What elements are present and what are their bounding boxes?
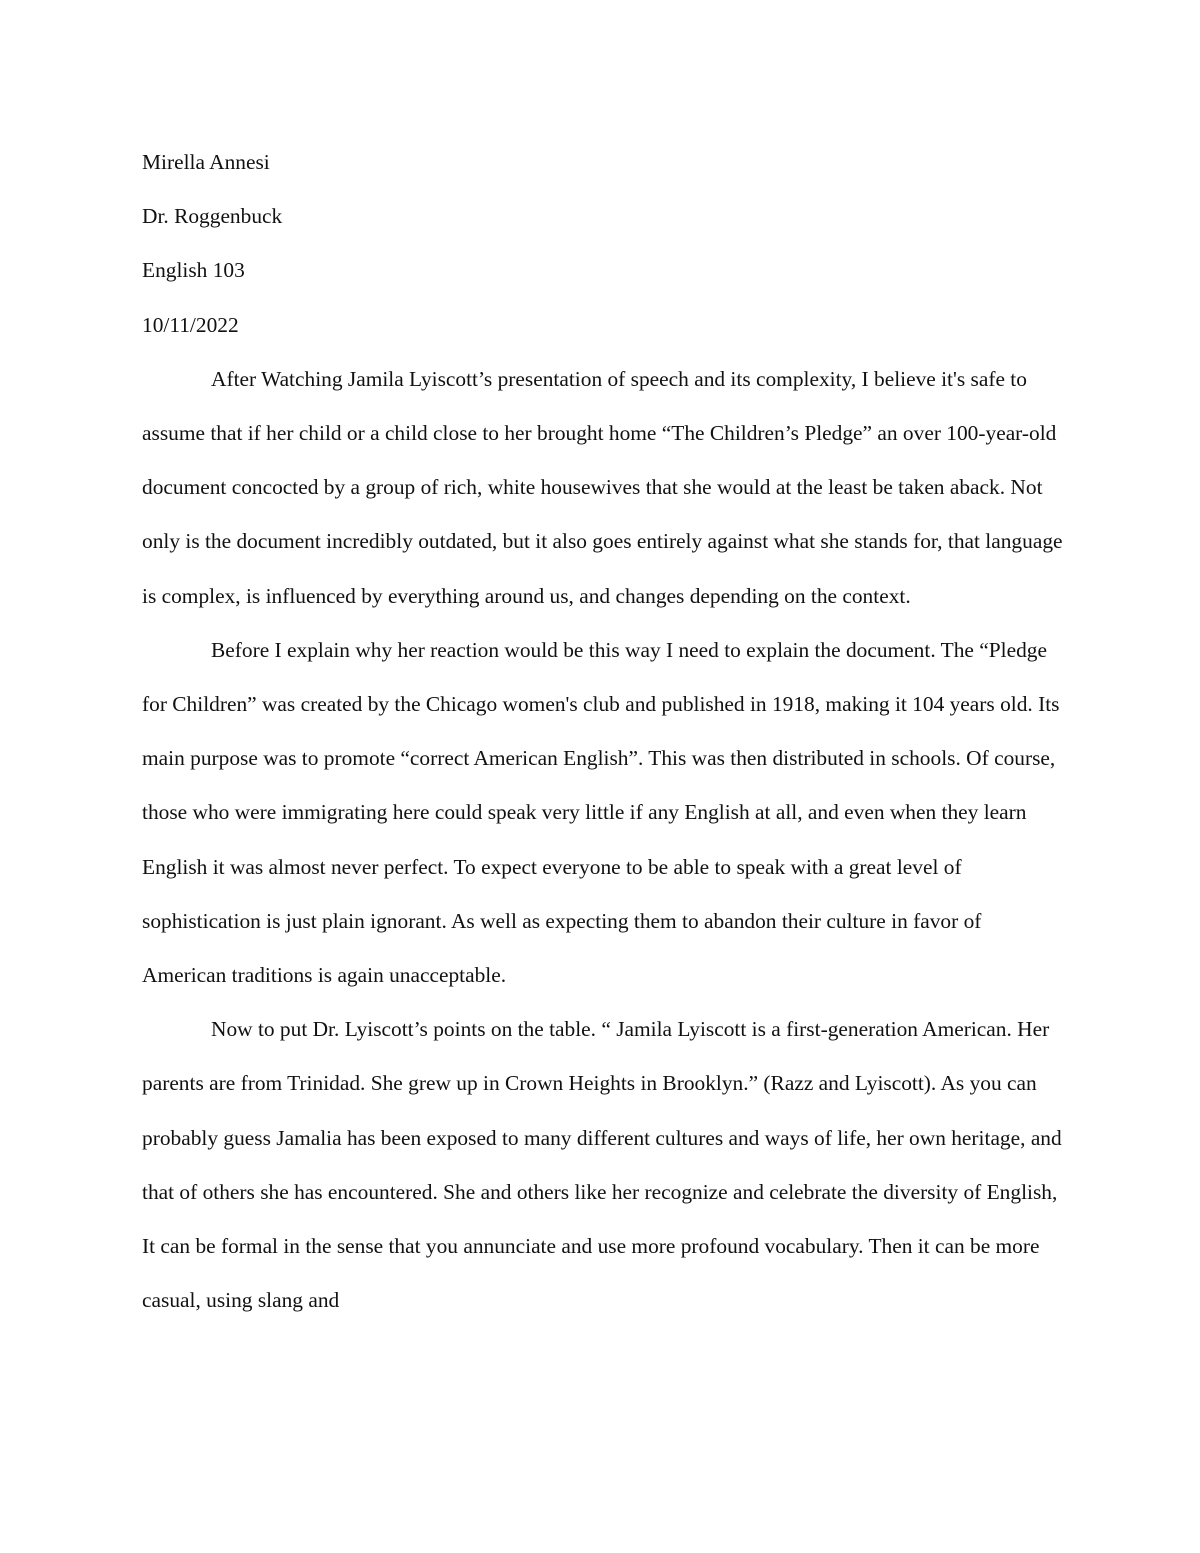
- document-body: [142, 135, 1067, 1327]
- paragraph-3: Now to put Dr. Lyiscott’s points on the table. “ Jamila Lyiscott is a first-generation American. Her parents are from Trinidad. She grew up in Crown Heights in Brooklyn.” (Razz and Lyiscott). As you can probably guess Jamalia has been exposed to many different cultures and ways of life, her own heritage, and that of others she has encountered. She and others like her recognize and celebrate the diversity of English, It can be formal in the sense that you annunciate and use more profound vocabulary. Then it can be more casual, using slang and: [142, 1017, 1062, 1313]
- document-date: 10/11/2022: [142, 312, 239, 337]
- author-name: Mirella Annesi: [142, 150, 270, 174]
- course-name: English 103: [142, 258, 245, 283]
- instructor-name: Dr. Roggenbuck: [142, 204, 283, 229]
- paragraph-2: Before I explain why her reaction would be this way I need to explain the document. The “Pledge for Children” was created by the Chicago women's club and published in 1918, making it 104 years old. Its main purpose was to promote “correct American English”. This was then distributed in schools. Of course, those who were immigrating here could speak very little if any English at all, and even when they learn English it was almost never perfect. To expect everyone to be able to speak with a great level of sophistication is just plain ignorant. As well as expecting them to abandon their culture in favor of American traditions is again unacceptable.: [142, 637, 1060, 988]
- paragraph-1: After Watching Jamila Lyiscott’s presentation of speech and its complexity, I believe it's safe to assume that if her child or a child close to her brought home “The Children’s Pledge” an over 100-year-old document concocted by a group of rich, white housewives that she would at the least be taken aback. Not only is the document incredibly outdated, but it also goes entirely against what she stands for, that language is complex, is influenced by everything around us, and changes depending on the context.: [142, 366, 1063, 608]
